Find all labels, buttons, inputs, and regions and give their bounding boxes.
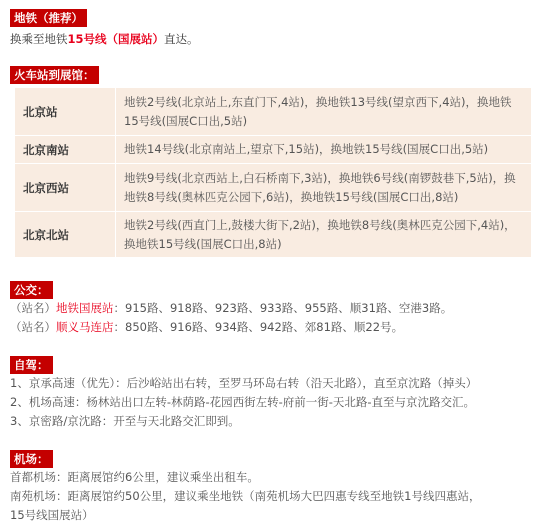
train-section	[10, 66, 99, 84]
bus-section	[10, 281, 53, 299]
route-text: 地铁2号线(北京站上,东直门下,4站)，换地铁13号线(望京西下,4站)，换地铁15号线(国展C口出,5站)	[116, 88, 532, 136]
bus-routes: ：915路、918路、923路、933路、955路、顺31路、空港3路。	[113, 301, 453, 315]
bus-line-prefix: （站名）	[10, 301, 56, 315]
table-row	[15, 164, 532, 212]
airport-line: 首都机场：距离展馆约6公里，建议乘坐出租车。	[10, 470, 259, 484]
metro-line	[10, 30, 199, 48]
drive-line: 2、机场高速：杨林站出口左转-林荫路-花园西街左转-府前一街-天北路-直至与京沈路交汇。	[10, 395, 476, 409]
drive-line: 1、京承高速（优先）：后沙峪站出右转，至罗马环岛右转（沿天北路），直至京沈路（掉头）	[10, 376, 478, 390]
metro-section	[10, 9, 87, 27]
drive-line: 3、京密路/京沈路：开至与天北路交汇即到。	[10, 414, 240, 428]
drive-section	[10, 356, 53, 374]
bus-routes: ：850路、916路、934路、942路、郊81路、顺22号。	[113, 320, 404, 334]
metro-line-prefix: 换乘至地铁	[10, 32, 68, 46]
station-name: 北京南站	[15, 136, 116, 164]
bus-tag: 公交：	[10, 281, 53, 299]
bus-station: 顺义马连店	[56, 320, 114, 334]
train-route-table	[14, 87, 532, 258]
bus-line-prefix: （站名）	[10, 320, 56, 334]
table-row	[15, 136, 532, 164]
station-name: 北京西站	[15, 164, 116, 212]
metro-tag: 地铁（推荐）	[10, 9, 87, 27]
route-text: 地铁14号线(北京南站上,望京下,15站)，换地铁15号线(国展C口出,5站)	[116, 136, 532, 164]
airport-section	[10, 450, 53, 468]
table-row	[15, 88, 532, 136]
drive-tag: 自驾：	[10, 356, 53, 374]
train-tag: 火车站到展馆：	[10, 66, 99, 84]
table-row	[15, 212, 532, 258]
bus-station: 地铁国展站	[56, 301, 114, 315]
station-name: 北京北站	[15, 212, 116, 258]
bus-line	[10, 318, 403, 336]
station-name: 北京站	[15, 88, 116, 136]
metro-line-suffix: 直达。	[164, 32, 199, 46]
route-text: 地铁9号线(北京西站上,白石桥南下,3站)，换地铁6号线(南锣鼓巷下,5站)，换地铁8号线(奥林匹克公园下,6站)，换地铁15号线(国展C口出,8站)	[116, 164, 532, 212]
airport-line: 15号线国展站）	[10, 508, 94, 522]
metro-line-highlight: 15号线（国展站）	[67, 32, 165, 46]
bus-line	[10, 299, 452, 317]
airport-line: 南苑机场：距离展馆约50公里，建议乘坐地铁（南苑机场大巴四惠专线至地铁1号线四惠站，	[10, 489, 481, 503]
airport-tag: 机场：	[10, 450, 53, 468]
route-text: 地铁2号线(西直门上,鼓楼大街下,2站)，换地铁8号线(奥林匹克公园下,4站)，换地铁15号线(国展C口出,8站)	[116, 212, 532, 258]
